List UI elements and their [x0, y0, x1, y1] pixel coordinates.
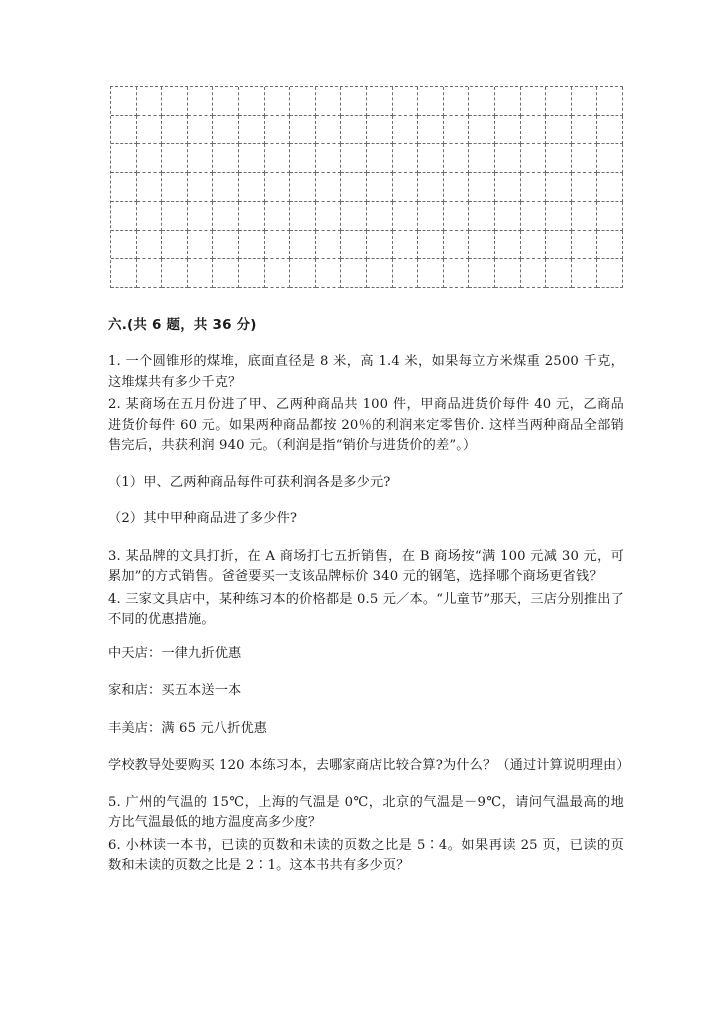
answer-grid-cell	[597, 87, 623, 116]
answer-grid-cell	[213, 87, 239, 116]
answer-grid-cell	[572, 87, 598, 116]
answer-grid-cell	[265, 87, 291, 116]
answer-grid-cell	[265, 259, 291, 288]
answer-grid-cell	[444, 231, 470, 260]
answer-grid-cell	[495, 144, 521, 173]
answer-grid-cell	[213, 173, 239, 202]
answer-grid-cell	[341, 202, 367, 231]
answer-grid-cell	[239, 202, 265, 231]
answer-grid-cell	[469, 87, 495, 116]
answer-grid-cell	[469, 231, 495, 260]
answer-grid-cell	[367, 173, 393, 202]
answer-grid-cell	[290, 144, 316, 173]
question-2: 2. 某商场在五月份进了甲、乙两种商品共 100 件，甲商品进货价每件 40 元，乙商品进货价每件 60 元。如果两种商品都按 20％的利润来定零售价. 这样当两种商品全部销售完后，共获利润 940 元。（利润是指“销价与进货价的差”。）	[108, 397, 624, 453]
answer-grid-cell	[188, 259, 214, 288]
answer-grid-cell	[367, 116, 393, 145]
answer-grid-cell	[111, 144, 137, 173]
answer-grid-cell	[111, 173, 137, 202]
answer-grid-cell	[393, 144, 419, 173]
answer-grid-cell	[316, 87, 342, 116]
answer-grid-cell	[213, 202, 239, 231]
question-4: 4. 三家文具店中，某种练习本的价格都是 0.5 元／本。“儿童节”那天，三店分别推出了不同的优惠措施。	[108, 591, 624, 627]
answer-grid-cell	[367, 202, 393, 231]
answer-grid-cell	[546, 259, 572, 288]
answer-grid-cell	[341, 87, 367, 116]
answer-grid-cell	[546, 87, 572, 116]
answer-grid-cell	[495, 116, 521, 145]
answer-grid-cell	[469, 144, 495, 173]
answer-grid-cell	[367, 231, 393, 260]
answer-grid-cell	[290, 202, 316, 231]
answer-grid-cell	[265, 173, 291, 202]
answer-grid-cell	[213, 259, 239, 288]
answer-grid-cell	[213, 144, 239, 173]
answer-grid-cell	[418, 173, 444, 202]
answer-grid-cell	[469, 173, 495, 202]
answer-grid-cell	[239, 144, 265, 173]
answer-grid-cell	[239, 87, 265, 116]
answer-grid-cell	[188, 144, 214, 173]
answer-grid-cell	[137, 259, 163, 288]
question-4-ask: 学校教导处要购买 120 本练习本，去哪家商店比较合算?为什么？（通过计算说明理由）	[108, 758, 630, 773]
answer-grid-cell	[316, 231, 342, 260]
answer-grid-cell	[265, 231, 291, 260]
answer-grid-cell	[393, 173, 419, 202]
answer-grid-cell	[367, 87, 393, 116]
answer-grid-cell	[418, 231, 444, 260]
answer-grid-cell	[469, 202, 495, 231]
answer-grid-cell	[111, 231, 137, 260]
answer-grid-cell	[444, 87, 470, 116]
question-1: 1. 一个圆锥形的煤堆，底面直径是 8 米，高 1.4 米，如果每立方米煤重 2500 千克，这堆煤共有多少千克？	[108, 354, 624, 390]
question-3: 3. 某品牌的文具打折，在 A 商场打七五折销售，在 B 商场按“满 100 元减 30 元，可累加”的方式销售。爸爸要买一支该品牌标价 340 元的钢笔，选择哪个商场更省钱？	[108, 548, 624, 584]
answer-grid-cell	[521, 259, 547, 288]
answer-grid-cell	[597, 231, 623, 260]
answer-grid-cell	[137, 144, 163, 173]
answer-grid-cell	[111, 259, 137, 288]
answer-grid-cell	[341, 144, 367, 173]
answer-grid-cell	[137, 202, 163, 231]
answer-grid-cell	[572, 202, 598, 231]
answer-grid-cell	[521, 231, 547, 260]
answer-grid-cell	[316, 144, 342, 173]
answer-grid-cell	[597, 259, 623, 288]
answer-grid-cell	[418, 116, 444, 145]
answer-grid-cell	[290, 231, 316, 260]
answer-grid-cell	[111, 202, 137, 231]
answer-grid-cell	[418, 87, 444, 116]
answer-grid-cell	[444, 144, 470, 173]
answer-grid-cell	[521, 144, 547, 173]
answer-grid-cell	[290, 116, 316, 145]
answer-grid-cell	[572, 231, 598, 260]
answer-grid-cell	[546, 144, 572, 173]
answer-grid-cell	[265, 202, 291, 231]
answer-grid-cell	[495, 231, 521, 260]
answer-grid-cell	[393, 202, 419, 231]
answer-grid-cell	[495, 202, 521, 231]
answer-grid-cell	[521, 87, 547, 116]
answer-grid-cell	[469, 259, 495, 288]
answer-grid-cell	[265, 116, 291, 145]
answer-grid-cell	[521, 173, 547, 202]
answer-grid-cell	[444, 116, 470, 145]
answer-grid-cell	[316, 202, 342, 231]
answer-grid-cell	[418, 202, 444, 231]
answer-grid-cell	[162, 87, 188, 116]
answer-grid-cell	[572, 116, 598, 145]
answer-grid-cell	[239, 259, 265, 288]
answer-grid-cell	[495, 173, 521, 202]
answer-grid-cell	[572, 259, 598, 288]
answer-grid-cell	[495, 259, 521, 288]
answer-grid-cell	[393, 116, 419, 145]
answer-grid-cell	[188, 116, 214, 145]
answer-grid	[110, 86, 623, 288]
answer-grid-cell	[188, 202, 214, 231]
answer-grid-cell	[597, 116, 623, 145]
answer-grid-cell	[367, 259, 393, 288]
question-4-store-zhongtian: 中天店：一律九折优惠	[108, 645, 242, 661]
answer-grid-cell	[162, 202, 188, 231]
answer-grid-cell	[137, 173, 163, 202]
answer-grid-cell	[495, 87, 521, 116]
answer-grid-cell	[341, 116, 367, 145]
answer-grid-cell	[316, 116, 342, 145]
answer-grid-cell	[111, 87, 137, 116]
answer-grid-cell	[162, 231, 188, 260]
answer-grid-cell	[444, 173, 470, 202]
answer-grid-cell	[239, 231, 265, 260]
question-4-store-jiahe: 家和店：买五本送一本	[108, 683, 242, 698]
question-2-part-2: （2）其中甲种商品进了多少件?	[108, 511, 298, 526]
answer-grid-cell	[162, 259, 188, 288]
question-5: 5. 广州的气温的 15℃，上海的气温是 0℃，北京的气温是－9℃，请问气温最高的地方比气温最低的地方温度高多少度？	[108, 794, 624, 830]
question-2-part-1: （1）甲、乙两种商品每件可获利润各是多少元?	[108, 474, 391, 490]
answer-grid-cell	[572, 173, 598, 202]
answer-grid-cell	[188, 231, 214, 260]
answer-grid-cell	[521, 202, 547, 231]
answer-grid-cell	[546, 116, 572, 145]
answer-grid-cell	[546, 173, 572, 202]
answer-grid-cell	[290, 173, 316, 202]
answer-grid-cell	[239, 173, 265, 202]
answer-grid-cell	[239, 116, 265, 145]
answer-grid-cell	[290, 259, 316, 288]
question-4-store-fengmei: 丰美店：满 65 元八折优惠	[108, 720, 268, 736]
answer-grid-cell	[469, 116, 495, 145]
answer-grid-cell	[162, 144, 188, 173]
questions-section	[108, 315, 630, 884]
answer-grid-cell	[597, 202, 623, 231]
answer-grid-cell	[137, 87, 163, 116]
answer-grid-cell	[546, 231, 572, 260]
answer-grid-cell	[137, 231, 163, 260]
answer-grid-cell	[213, 231, 239, 260]
answer-grid-cell	[265, 144, 291, 173]
answer-grid-cell	[316, 259, 342, 288]
answer-grid-cell	[367, 144, 393, 173]
answer-grid-cell	[162, 173, 188, 202]
answer-grid-cell	[162, 116, 188, 145]
answer-grid-cell	[341, 173, 367, 202]
answer-grid-cell	[521, 116, 547, 145]
answer-grid-cell	[572, 144, 598, 173]
answer-grid-cell	[393, 87, 419, 116]
answer-grid-cell	[444, 259, 470, 288]
answer-grid-cell	[393, 259, 419, 288]
answer-grid-cell	[213, 116, 239, 145]
answer-grid-cell	[188, 87, 214, 116]
question-6: 6. 小林读一本书，已读的页数和未读的页数之比是 5∶4。如果再读 25 页，已读的页数和未读的页数之比是 2∶1。这本书共有多少页？	[108, 837, 624, 873]
answer-grid-cell	[188, 173, 214, 202]
answer-grid-cell	[341, 259, 367, 288]
answer-grid-cell	[597, 144, 623, 173]
answer-grid-cell	[418, 144, 444, 173]
answer-grid-cell	[444, 202, 470, 231]
answer-grid-cell	[341, 231, 367, 260]
answer-grid-cell	[418, 259, 444, 288]
answer-grid-cell	[316, 173, 342, 202]
section-heading: 六.(共 6 题，共 36 分)	[108, 317, 257, 333]
answer-grid-cell	[111, 116, 137, 145]
answer-grid-cell	[546, 202, 572, 231]
answer-grid-cell	[137, 116, 163, 145]
answer-grid-cell	[290, 87, 316, 116]
answer-grid-cell	[597, 173, 623, 202]
answer-grid-cell	[393, 231, 419, 260]
